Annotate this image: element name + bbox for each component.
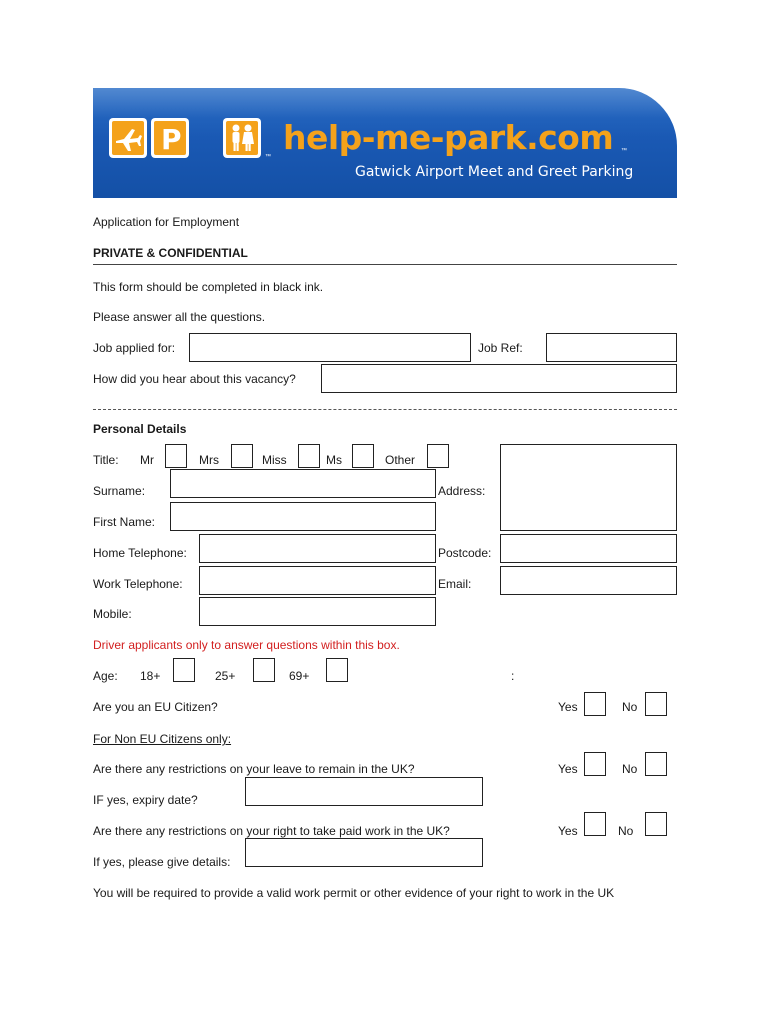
details-field[interactable]	[245, 838, 483, 867]
age-69-checkbox[interactable]	[326, 658, 348, 682]
work-yes-label: Yes	[558, 824, 578, 838]
work-no-label: No	[618, 824, 634, 838]
address-label: Address:	[438, 484, 486, 498]
banner-sheen	[93, 88, 677, 118]
age-label: Age:	[93, 669, 118, 683]
age-option-25: 25+	[215, 669, 236, 683]
work-yes-checkbox[interactable]	[584, 812, 606, 836]
leave-no-checkbox[interactable]	[645, 752, 667, 776]
age-18-checkbox[interactable]	[173, 658, 195, 682]
title-option-mr: Mr	[140, 453, 154, 467]
personal-details-heading: Personal Details	[93, 422, 187, 436]
age-25-checkbox[interactable]	[253, 658, 275, 682]
work-restriction-question: Are there any restrictions on your right to take paid work in the UK?	[93, 824, 450, 838]
postcode-label: Postcode:	[438, 546, 492, 560]
job-ref-label: Job Ref:	[478, 341, 523, 355]
brand-tagline: Gatwick Airport Meet and Greet Parking	[355, 164, 634, 180]
header-banner	[93, 88, 677, 198]
expiry-date-field[interactable]	[245, 777, 483, 806]
mobile-field[interactable]	[199, 597, 436, 626]
home-telephone-field[interactable]	[199, 534, 436, 563]
heading-rule	[93, 264, 677, 265]
mobile-label: Mobile:	[93, 607, 132, 621]
title-label: Title:	[93, 453, 119, 467]
first-name-label: First Name:	[93, 515, 156, 529]
surname-field[interactable]	[170, 469, 436, 498]
title-other-checkbox[interactable]	[427, 444, 449, 468]
airplane-icon	[109, 118, 147, 158]
ink-note: This form should be completed in black ink.	[93, 280, 324, 294]
title-mr-checkbox[interactable]	[165, 444, 187, 468]
title-option-other: Other	[385, 453, 416, 467]
age-option-18: 18+	[140, 669, 161, 683]
eu-yes-checkbox[interactable]	[584, 692, 606, 716]
leave-restriction-question: Are there any restrictions on your leave to remain in the UK?	[93, 762, 415, 776]
title-miss-checkbox[interactable]	[298, 444, 320, 468]
stray-colon: :	[511, 669, 515, 683]
parking-icon	[151, 118, 189, 158]
email-label: Email:	[438, 577, 472, 591]
leave-yes-label: Yes	[558, 762, 578, 776]
title-option-ms: Ms	[326, 453, 342, 467]
logo-tm: ™	[265, 154, 271, 160]
address-field[interactable]	[500, 444, 677, 531]
work-permit-note: You will be required to provide a valid work permit or other evidence of your right to work in the UK	[93, 886, 615, 900]
brand-name: help-me-park.com	[283, 118, 614, 157]
parking-letter: P	[161, 123, 182, 156]
driver-notice: Driver applicants only to answer questions within this box.	[93, 638, 400, 652]
age-option-69: 69+	[289, 669, 310, 683]
expiry-date-label: IF yes, expiry date?	[93, 793, 198, 807]
work-no-checkbox[interactable]	[645, 812, 667, 836]
eu-citizen-question: Are you an EU Citizen?	[93, 700, 218, 714]
answer-note: Please answer all the questions.	[93, 310, 266, 324]
family-icon	[223, 118, 261, 158]
title-option-mrs: Mrs	[199, 453, 219, 467]
email-field[interactable]	[500, 566, 677, 595]
leave-yes-checkbox[interactable]	[584, 752, 606, 776]
work-telephone-field[interactable]	[199, 566, 436, 595]
section-divider	[93, 409, 677, 410]
job-ref-field[interactable]	[546, 333, 677, 362]
work-telephone-label: Work Telephone:	[93, 577, 183, 591]
title-option-miss: Miss	[262, 453, 287, 467]
brand-tm: ™	[621, 148, 627, 154]
hear-vacancy-label: How did you hear about this vacancy?	[93, 372, 296, 386]
leave-no-label: No	[622, 762, 638, 776]
eu-no-label: No	[622, 700, 638, 714]
job-applied-label: Job applied for:	[93, 341, 176, 355]
surname-label: Surname:	[93, 484, 146, 498]
home-telephone-label: Home Telephone:	[93, 546, 187, 560]
postcode-field[interactable]	[500, 534, 677, 563]
form-title: Application for Employment	[93, 215, 240, 229]
title-ms-checkbox[interactable]	[352, 444, 374, 468]
title-mrs-checkbox[interactable]	[231, 444, 253, 468]
first-name-field[interactable]	[170, 502, 436, 531]
job-applied-field[interactable]	[189, 333, 471, 362]
eu-yes-label: Yes	[558, 700, 578, 714]
confidential-heading: PRIVATE & CONFIDENTIAL	[93, 246, 248, 260]
hear-vacancy-field[interactable]	[321, 364, 677, 393]
non-eu-heading: For Non EU Citizens only:	[93, 732, 232, 746]
eu-no-checkbox[interactable]	[645, 692, 667, 716]
details-label: If yes, please give details:	[93, 855, 231, 869]
